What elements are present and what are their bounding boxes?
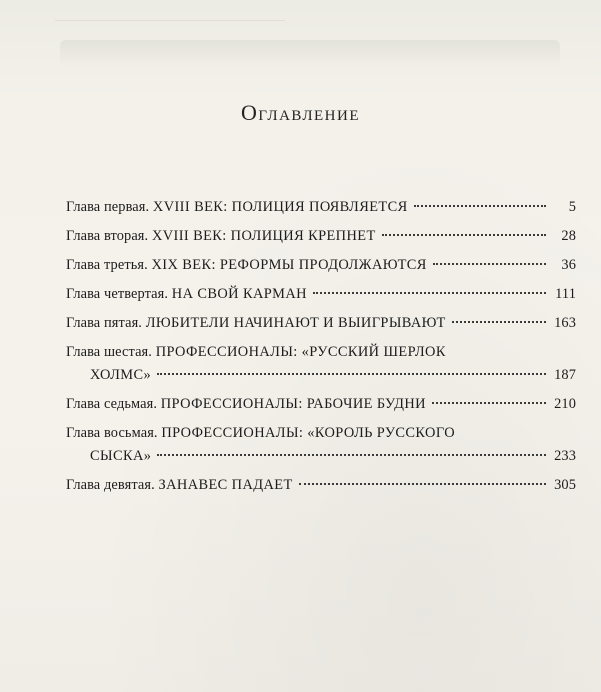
dot-leader (313, 292, 546, 294)
chapter-title: НА СВОЙ КАРМАН (171, 286, 307, 302)
table-of-contents (66, 196, 576, 503)
dot-leader (452, 321, 546, 323)
toc-entry-1 (66, 196, 576, 219)
page-number: 163 (554, 315, 576, 331)
page-number: 111 (555, 286, 576, 302)
chapter-label: Глава третья. (66, 257, 148, 273)
chapter-label: Глава первая. (66, 199, 150, 215)
dot-leader (432, 402, 546, 404)
chapter-title: ПРОФЕССИОНАЛЫ: «РУССКИЙ ШЕРЛОК (155, 344, 446, 360)
page-number: 210 (554, 396, 576, 412)
toc-entry-4 (66, 283, 576, 306)
chapter-title: ЛЮБИТЕЛИ НАЧИНАЮТ И ВЫИГРЫВАЮТ (145, 315, 446, 331)
toc-entry-2 (66, 225, 576, 248)
chapter-label: Глава пятая. (66, 315, 142, 331)
toc-entry-9 (66, 474, 576, 497)
page-number: 187 (554, 367, 576, 383)
page-number: 36 (561, 257, 576, 273)
dot-leader (157, 373, 546, 375)
page-number: 28 (561, 228, 576, 244)
chapter-title: XVIII ВЕК: ПОЛИЦИЯ КРЕПНЕТ (151, 228, 376, 244)
chapter-label: Глава шестая. (66, 344, 152, 360)
chapter-label: Глава вторая. (66, 228, 149, 244)
page-number: 305 (554, 477, 576, 493)
toc-entry-3 (66, 254, 576, 277)
toc-entry-5 (66, 312, 576, 335)
chapter-title-continued: ХОЛМС» (90, 367, 152, 383)
toc-entry-8 (66, 422, 576, 468)
page-number: 5 (568, 199, 576, 215)
dot-leader (433, 263, 546, 265)
chapter-label: Глава четвертая. (66, 286, 169, 302)
dot-leader (414, 205, 546, 207)
chapter-label: Глава седьмая. (66, 396, 158, 412)
dot-leader (382, 234, 546, 236)
chapter-title: XVIII ВЕК: ПОЛИЦИЯ ПОЯВЛЯЕТСЯ (152, 199, 408, 215)
dot-leader (157, 454, 546, 456)
chapter-label: Глава восьмая. (66, 425, 158, 441)
dot-leader (299, 483, 546, 485)
chapter-title: ЗАНАВЕС ПАДАЕТ (158, 477, 293, 493)
bleed-through-line (55, 0, 285, 21)
toc-entry-6 (66, 341, 576, 387)
toc-entry-7 (66, 393, 576, 416)
chapter-title-continued: СЫСКА» (90, 448, 152, 464)
page-number: 233 (554, 448, 576, 464)
chapter-title: ПРОФЕССИОНАЛЫ: РАБОЧИЕ БУДНИ (160, 396, 426, 412)
chapter-title: ПРОФЕССИОНАЛЫ: «КОРОЛЬ РУССКОГО (161, 425, 456, 441)
chapter-label: Глава девятая. (66, 477, 155, 493)
bleed-through-shadow (60, 40, 560, 68)
page-title: Оглавление (240, 100, 361, 125)
chapter-title: XIX ВЕК: РЕФОРМЫ ПРОДОЛЖАЮТСЯ (151, 257, 427, 273)
